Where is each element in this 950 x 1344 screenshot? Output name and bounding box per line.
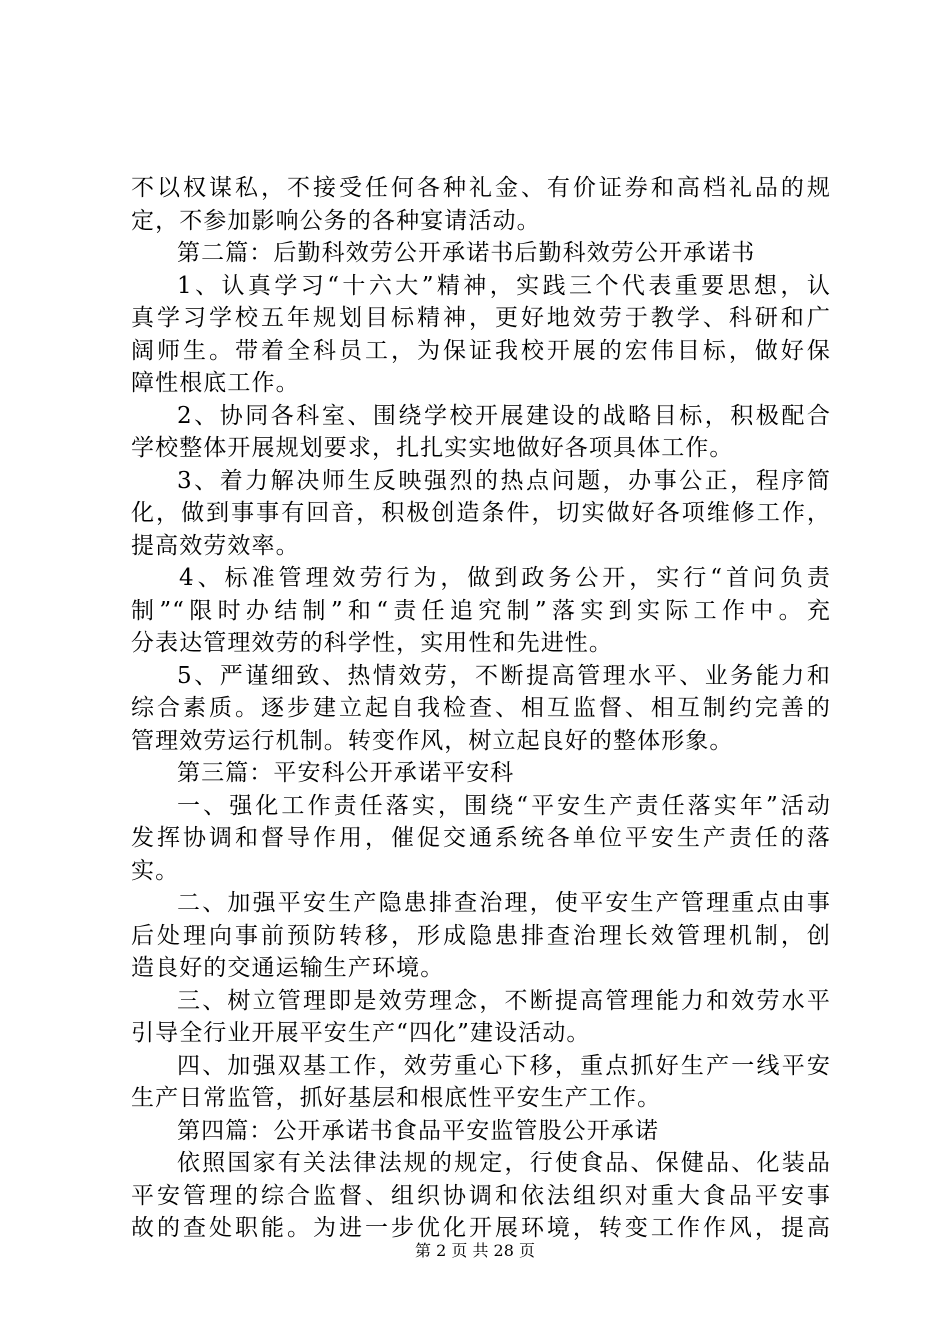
text-line: 真学习学校五年规划目标精神，更好地效劳于教学、科研和广 xyxy=(131,305,831,331)
text-line: 管理效劳运行机制。转变作风，树立起良好的整体形象。 xyxy=(131,727,734,754)
text-line: 不以权谋私，不接受任何各种礼金、有价证券和高档礼品的规 xyxy=(131,175,831,201)
text-line: 发挥协调和督导作用，催促交通系统各单位平安生产责任的落 xyxy=(131,825,831,851)
text-line: 四、加强双基工作，效劳重心下移，重点抓好生产一线平安 xyxy=(177,1052,831,1079)
text-line: 阔师生。带着全科员工，为保证我校开展的宏伟目标，做好保 xyxy=(131,337,831,364)
text-line: 生产日常监管，抓好基层和根底性平安生产工作。 xyxy=(131,1085,662,1111)
text-line: 造良好的交通运输生产环境。 xyxy=(131,955,445,981)
page-footer: 第 2 页 共 28 页 xyxy=(415,1241,535,1260)
text-line: 制”“限时办结制”和“责任追究制”落实到实际工作中。充 xyxy=(131,597,831,624)
text-line: 学校整体开展规划要求，扎扎实实地做好各项具体工作。 xyxy=(131,435,734,461)
text-line: 二、加强平安生产隐患排查治理，使平安生产管理重点由事 xyxy=(177,890,831,916)
text-line: 综合素质。逐步建立起自我检查、相互监督、相互制约完善的 xyxy=(131,695,831,721)
text-line: 2、协同各科室、围绕学校开展建设的战略目标，积极配合 xyxy=(177,402,831,429)
text-line: 实。 xyxy=(131,857,180,884)
text-line: 第二篇：后勤科效劳公开承诺书后勤科效劳公开承诺书 xyxy=(177,240,756,266)
text-line: 三、树立管理即是效劳理念，不断提高管理能力和效劳水平 xyxy=(177,987,831,1014)
text-line: 故的查处职能。为进一步优化开展环境，转变工作作风，提高 xyxy=(131,1215,831,1241)
text-line: 后处理向事前预防转移，形成隐患排查治理长效管理机制，创 xyxy=(131,922,831,949)
text-line: 化，做到事事有回音，积极创造条件，切实做好各项维修工作， xyxy=(131,500,831,526)
text-line: 1、认真学习“十六大”精神，实践三个代表重要思想，认 xyxy=(177,272,831,299)
text-line: 4、标准管理效劳行为，做到政务公开，实行“首问负责 xyxy=(179,565,831,591)
text-line: 5、严谨细致、热情效劳，不断提高管理水平、业务能力和 xyxy=(177,662,831,689)
text-line: 依照国家有关法律法规的规定，行使食品、保健品、化装品 xyxy=(177,1150,831,1176)
text-line: 一、强化工作责任落实，围绕“平安生产责任落实年”活动 xyxy=(177,792,831,819)
text-line: 提高效劳效率。 xyxy=(131,532,300,559)
text-line: 分表达管理效劳的科学性，实用性和先进性。 xyxy=(131,630,613,656)
text-line: 3、着力解决师生反映强烈的热点问题，办事公正，程序简 xyxy=(177,467,831,494)
text-line: 第三篇：平安科公开承诺平安科 xyxy=(177,760,515,786)
text-line: 定，不参加影响公务的各种宴请活动。 xyxy=(131,207,541,234)
text-line: 障性根底工作。 xyxy=(131,370,300,396)
text-line: 第四篇：公开承诺书食品平安监管股公开承诺 xyxy=(177,1117,659,1144)
document-body xyxy=(131,172,831,1245)
text-line: 引导全行业开展平安生产“四化”建设活动。 xyxy=(131,1020,591,1046)
text-line: 平安管理的综合监督、组织协调和依法组织对重大食品平安事 xyxy=(131,1182,831,1209)
